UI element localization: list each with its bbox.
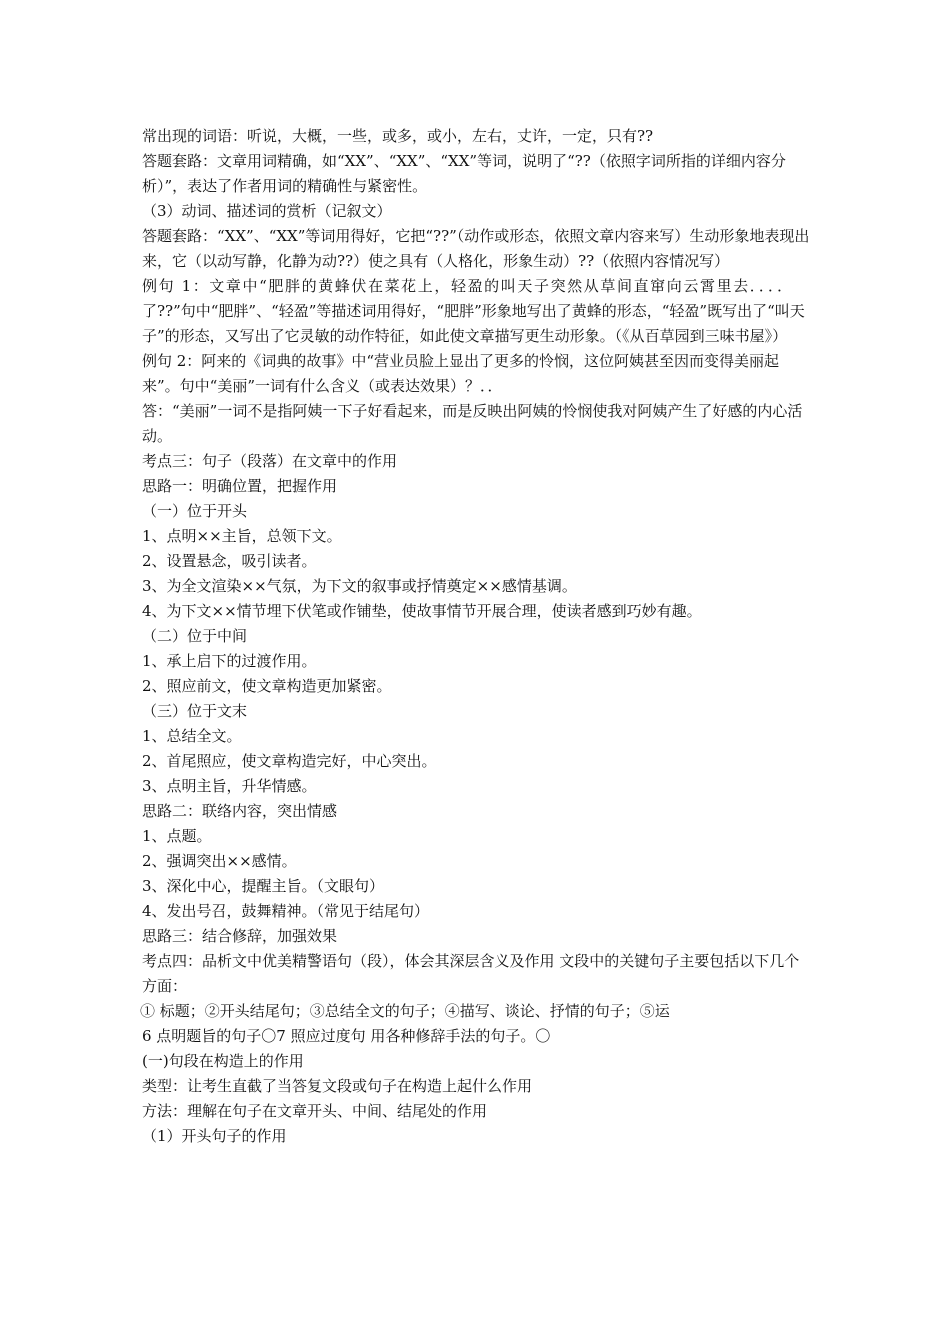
paragraph-structure-role: (一)句段在构造上的作用 <box>142 1052 304 1070</box>
paragraph-example-1-analysis: 了??”句中“肥胖”、“轻盈”等描述词用得好，“肥胖”形象地写出了黄蜂的形态，“轻盈”既写出了“叫天子”的形态，又写出了它灵敏的动作特征，如此使文章描写更生动形象。（《从百草园到三味书屋》） <box>142 302 805 345</box>
paragraph-topic-4: 考点四：品析文中优美精警语句（段），体会其深层含义及作用 文段中的关键句子主要包括以下几个方面： <box>142 952 800 995</box>
paragraph-opening-sentence-role: （1）开头句子的作用 <box>142 1127 287 1145</box>
paragraph-example-2: 例句 2：阿来的《词典的故事》中“营业员脸上显出了更多的怜悯，这位阿姨甚至因而变得美丽起来”。句中“美丽”一词有什么含义（或表达效果）？．． <box>142 352 779 395</box>
paragraph-approach-1: 思路一：明确位置，把握作用 <box>142 477 338 495</box>
list-item: 1、承上启下的过渡作用。 <box>142 652 317 670</box>
paragraph-position-end: （三）位于文末 <box>142 702 248 720</box>
paragraph-method: 方法：理解在句子在文章开头、中间、结尾处的作用 <box>142 1102 488 1120</box>
paragraph-example-2-answer: 答：“美丽”一词不是指阿姨一下子好看起来，而是反映出阿姨的怜悯使我对阿姨产生了好感的内心活动。 <box>142 402 803 445</box>
list-item: 2、照应前文，使文章构造更加紧密。 <box>142 677 392 695</box>
list-item: 1、点明××主旨，总领下文。 <box>142 527 342 545</box>
list-item: 4、发出号召，鼓舞精神。（常见于结尾句） <box>142 902 430 920</box>
list-item: 2、首尾照应，使文章构造完好，中心突出。 <box>142 752 437 770</box>
list-item: 2、设置悬念，吸引读者。 <box>142 552 317 570</box>
list-item: 3、为全文渲染××气氛，为下文的叙事或抒情奠定××感情基调。 <box>142 577 577 595</box>
list-item: 4、为下文××情节埋下伏笔或作铺垫，使故事情节开展合理，使读者感到巧妙有趣。 <box>142 602 702 620</box>
paragraph-key-sentence-types: ① 标题；②开头结尾句；③总结全文的句子；④描写、谈论、抒情的句子；⑤运 <box>140 1002 670 1020</box>
paragraph-heading-verbs: （3）动词、描述词的赏析（记叙文） <box>142 202 392 220</box>
paragraph-answer-template-verbs: 答题套路：“XX”、“XX”等词用得好，它把“??”（动作或形态，依照文章内容来写）生动形象地表现出来，它（以动写静，化静为动??）使之具有（人格化，形象生动）??（依照内容情况写） <box>142 227 810 270</box>
paragraph-approach-3: 思路三：结合修辞，加强效果 <box>142 927 338 945</box>
paragraph-type: 类型：让考生直截了当答复文段或句子在构造上起什么作用 <box>142 1077 533 1095</box>
list-item: 2、强调突出××感情。 <box>142 852 297 870</box>
paragraph-common-words: 常出现的词语：听说，大概，一些，或多，或小，左右，丈许，一定，只有?? <box>142 127 654 145</box>
document-body <box>142 124 812 1149</box>
list-item: 1、点题。 <box>142 827 212 845</box>
list-item: 3、深化中心，提醒主旨。（文眼句） <box>142 877 385 895</box>
list-item: 1、总结全文。 <box>142 727 242 745</box>
paragraph-example-1: 例句 1：文章中“肥胖的黄蜂伏在菜花上，轻盈的叫天子突然从草间直窜向云霄里去．．．． <box>142 277 794 295</box>
paragraph-approach-2: 思路二：联络内容，突出情感 <box>142 802 338 820</box>
paragraph-position-start: （一）位于开头 <box>142 502 248 520</box>
list-item: 3、点明主旨，升华情感。 <box>142 777 317 795</box>
paragraph-topic-3: 考点三：句子（段落）在文章中的作用 <box>142 452 398 470</box>
paragraph-position-middle: （二）位于中间 <box>142 627 248 645</box>
paragraph-answer-template-precision: 答题套路：文章用词精确，如“XX”、“XX”、“XX”等词，说明了“??（依照字词所指的详细内容分析）”，表达了作者用词的精确性与紧密性。 <box>142 152 786 195</box>
paragraph-key-sentence-types-cont: 6 点明题旨的句子〇7 照应过度句 用各种修辞手法的句子。〇 <box>142 1027 551 1045</box>
